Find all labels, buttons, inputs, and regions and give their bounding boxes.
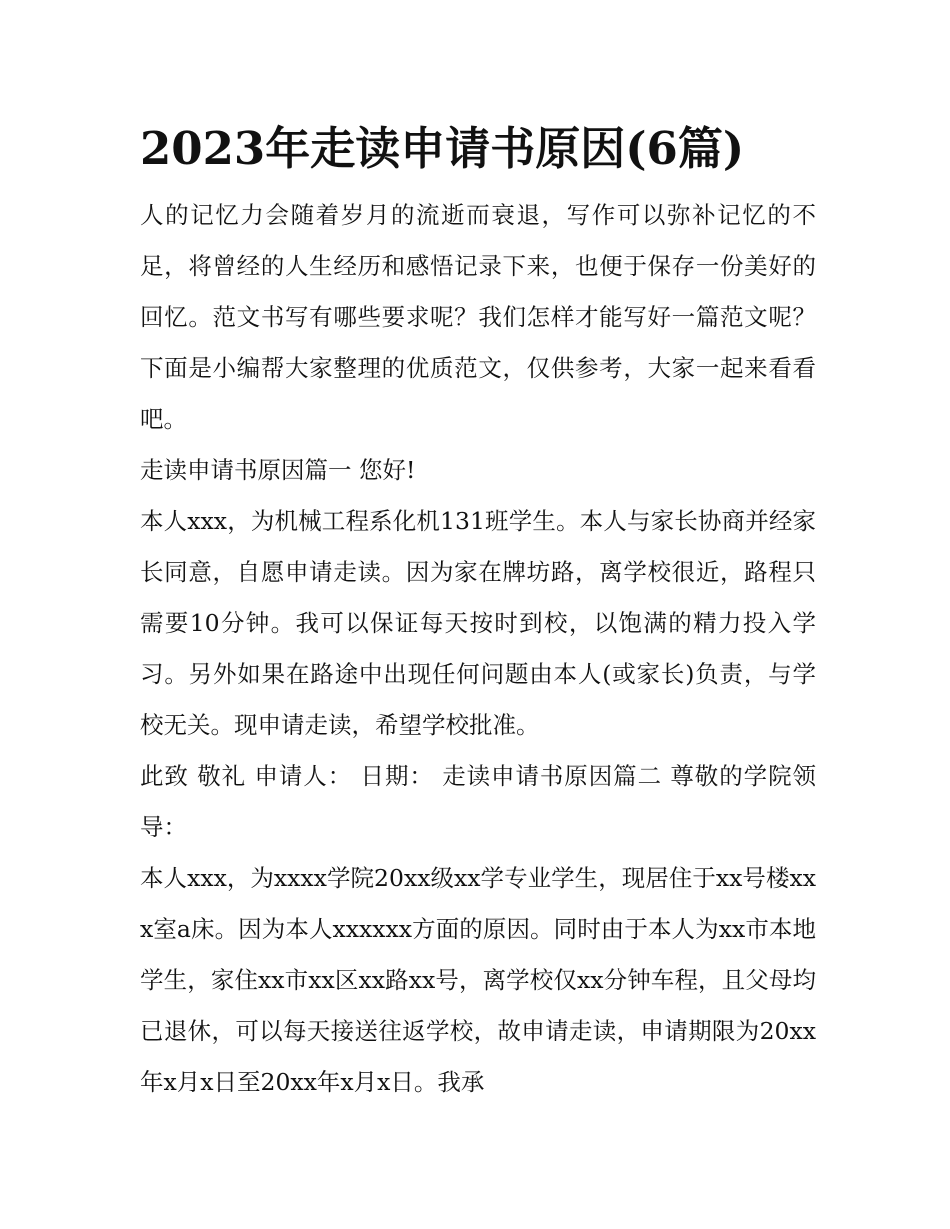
paragraph-closing-and-section-two-heading: 此致 敬礼 申请人： 日期： 走读申请书原因篇二 尊敬的学院领导： <box>140 762 816 841</box>
document-page <box>140 118 816 1108</box>
paragraph-section-one-body: 本人xxx，为机械工程系化机131班学生。本人与家长协商并经家长同意，自愿申请走读。因为家在牌坊路，离学校很近，路程只需要10分钟。我可以保证每天按时到校，以饱满的精力投入学习。另外如果在路途中出现任何问题由本人(或家长)负责，与学校无关。现申请走读，希望学校批准。 <box>140 507 816 739</box>
document-title: 2023年走读申请书原因(6篇) <box>140 122 745 175</box>
paragraph-section-one-heading: 走读申请书原因篇一 您好! <box>140 456 416 484</box>
paragraph-section-two-body: 本人xxx，为xxxx学院20xx级xx学专业学生，现居住于xx号楼xxx室a床。因为本人xxxxxx方面的原因。同时由于本人为xx市本地学生，家住xx市xx区xx路xx号，离学校仅xx分钟车程，且父母均已退休，可以每天接送往返学校，故申请走读，申请期限为20xx年x月x日至20xx年x月x日。我承 <box>140 864 816 1096</box>
paragraph-intro: 人的记忆力会随着岁月的流逝而衰退，写作可以弥补记忆的不足，将曾经的人生经历和感悟记录下来，也便于保存一份美好的回忆。范文书写有哪些要求呢？我们怎样才能写好一篇范文呢？下面是小编帮大家整理的优质范文，仅供参考，大家一起来看看吧。 <box>140 201 816 433</box>
